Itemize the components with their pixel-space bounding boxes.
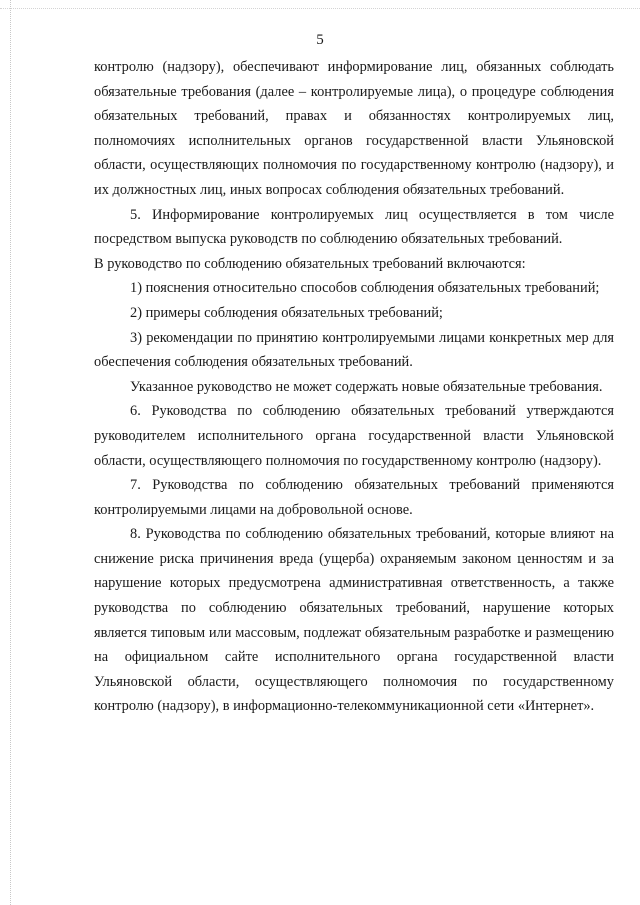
paragraph-item-7: 7. Руководства по соблюдению обязательных требований применяются контролируемыми лицами на добровольной основе. bbox=[94, 477, 614, 518]
paragraph-item-8: 8. Руководства по соблюдению обязательных требований, которые влияют на снижение риска причинения вреда (ущерба) охраняемым законом ценностям и за нарушение которых предусмотрена административная ответственность, а также руководства по соблюдению обязательных требований, нарушение которых является типовым или массовым, подлежат обязательным разработке и размещению на официальном сайте исполнительного органа государственной власти Ульяновской области, осуществляющего полномочия по государственному контролю (надзору), в информационно-телекоммуникационной сети «Интернет». bbox=[94, 526, 614, 715]
scan-edge-left bbox=[10, 0, 11, 905]
paragraph-item-6: 6. Руководства по соблюдению обязательных требований утверждаются руководителем исполнительного органа государственной власти Ульяновской области, осуществляющего полномочия по государственному контролю (надзору). bbox=[94, 403, 614, 469]
paragraph-guide-contents: В руководство по соблюдению обязательных требований включаются: bbox=[94, 255, 526, 272]
paragraph-guide-restriction: Указанное руководство не может содержать новые обязательные требования. bbox=[130, 378, 603, 395]
list-item-3: 3) рекомендации по принятию контролируемыми лицами конкретных мер для обеспечения соблюдения обязательных требований. bbox=[94, 329, 614, 371]
paragraph-item-5: 5. Информирование контролируемых лиц осуществляется в том числе посредством выпуска руководств по соблюдению обязательных требований. bbox=[94, 206, 614, 248]
scan-edge-top bbox=[0, 8, 640, 9]
page-number: 5 bbox=[316, 32, 324, 48]
list-item-2: 2) примеры соблюдения обязательных требований; bbox=[130, 304, 443, 321]
list-item-1: 1) пояснения относительно способов соблюдения обязательных требований; bbox=[130, 280, 600, 297]
document-body bbox=[94, 55, 614, 719]
paragraph-continuation: контролю (надзору), обеспечивают информирование лиц, обязанных соблюдать обязательные требования (далее – контролируемые лица), о процедуре соблюдения обязательных требований, правах и обязанностях контролируемых лиц, полномочиях исполнительных органов государственной власти Ульяновской области, осуществляющих полномочия по государственному контролю (надзору), и их должностных лиц, иных вопросах соблюдения обязательных требований. bbox=[94, 59, 614, 198]
